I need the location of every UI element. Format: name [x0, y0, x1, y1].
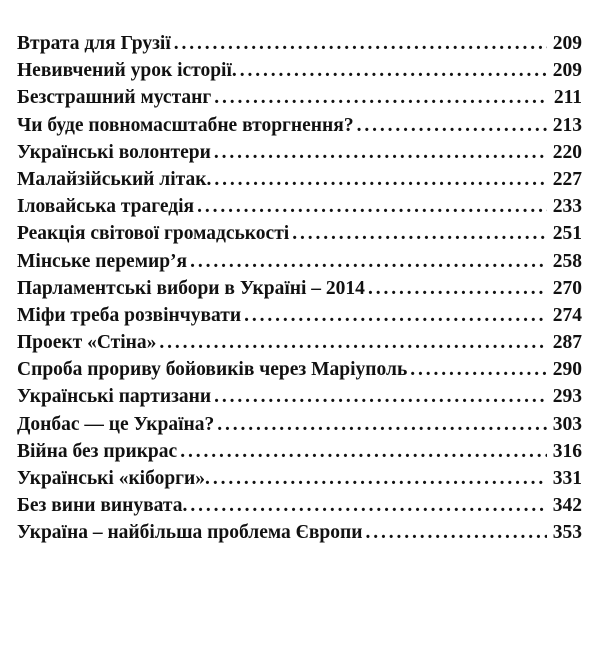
toc-entry-title: Парламентські вибори в Україні – 2014: [17, 277, 365, 299]
toc-dot-leader: [365, 519, 547, 546]
toc-dot-leader: [180, 438, 547, 465]
toc-entry-page: 209: [552, 60, 582, 82]
toc-entry: [17, 84, 582, 111]
toc-dot-leader: [410, 356, 547, 383]
toc-dot-leader: [190, 248, 547, 275]
table-of-contents: [17, 30, 582, 547]
toc-entry: [17, 329, 582, 356]
toc-dot-leader: [214, 139, 547, 166]
toc-entry-page: 331: [552, 468, 582, 489]
toc-entry: [17, 57, 582, 84]
toc-entry-page: 209: [552, 33, 582, 54]
toc-entry-page: 274: [552, 304, 582, 326]
toc-entry: [17, 383, 582, 410]
toc-entry-page: 211: [553, 87, 582, 109]
toc-entry-title: Міфи треба розвінчувати: [17, 304, 242, 326]
toc-entry-page: 293: [552, 386, 582, 408]
toc-entry-page: 270: [552, 277, 582, 299]
toc-dot-leader: [190, 492, 547, 519]
toc-dot-leader: [240, 57, 547, 84]
toc-entry-page: 258: [552, 250, 582, 272]
toc-entry-page: 342: [552, 495, 582, 517]
toc-dot-leader: [214, 166, 547, 193]
toc-dot-leader: [213, 465, 547, 492]
toc-entry-title: Чи буде повномасштабне вторгнення?: [17, 114, 354, 136]
toc-entry: [17, 166, 582, 193]
toc-entry-title: Спроба прориву бойовиків через Маріуполь: [17, 359, 408, 381]
toc-dot-leader: [214, 84, 547, 111]
toc-entry: [17, 411, 582, 438]
toc-dot-leader: [244, 302, 547, 329]
toc-entry-page: 220: [552, 141, 582, 163]
toc-entry-title: Реакція світової громадськості: [17, 223, 290, 245]
toc-entry: [17, 519, 582, 546]
toc-entry-title: Невивчений урок історії.: [17, 60, 237, 82]
toc-entry-page: 251: [552, 223, 582, 245]
toc-entry-page: 303: [552, 413, 582, 435]
toc-entry: [17, 220, 582, 247]
toc-entry-title: Війна без прикрас: [17, 440, 178, 462]
toc-entry-title: Мінське перемир’я: [17, 250, 188, 272]
toc-dot-leader: [368, 275, 547, 302]
toc-entry-page: 227: [552, 168, 582, 190]
toc-entry: [17, 139, 582, 166]
toc-entry: [17, 492, 582, 519]
toc-entry-title: Українські волонтери: [17, 141, 211, 163]
toc-entry: [17, 112, 582, 139]
toc-entry-page: 233: [552, 196, 582, 218]
toc-dot-leader: [292, 220, 547, 247]
toc-entry-page: 316: [552, 440, 582, 462]
toc-entry-page: 353: [552, 522, 582, 544]
toc-entry: [17, 302, 582, 329]
toc-entry-title: Україна – найбільша проблема Європи: [17, 522, 363, 544]
toc-entry-title: Українські партизани: [17, 386, 212, 408]
toc-dot-leader: [214, 383, 547, 410]
toc-entry-page: 290: [552, 359, 582, 381]
toc-entry-title: Іловайська трагедія: [17, 196, 195, 218]
toc-dot-leader: [174, 30, 547, 57]
toc-dot-leader: [217, 411, 547, 438]
toc-entry-title: Донбас — це Україна?: [17, 413, 215, 435]
toc-entry: [17, 30, 582, 57]
toc-entry: [17, 356, 582, 383]
toc-entry: [17, 275, 582, 302]
toc-entry-title: Малайзійський літак.: [17, 168, 212, 190]
toc-dot-leader: [197, 193, 547, 220]
toc-entry: [17, 465, 582, 492]
toc-entry-title: Втрата для Грузії: [17, 33, 171, 54]
toc-entry-page: 287: [552, 332, 582, 354]
toc-entry: [17, 193, 582, 220]
toc-dot-leader: [357, 112, 547, 139]
toc-entry-title: Безстрашний мустанг: [17, 87, 212, 109]
toc-entry-title: Українські «кіборги».: [17, 468, 210, 489]
toc-entry-title: Проект «Стіна»: [17, 332, 157, 354]
toc-entry: [17, 248, 582, 275]
toc-entry-page: 213: [552, 114, 582, 136]
toc-entry-title: Без вини винувата.: [17, 495, 188, 517]
toc-dot-leader: [159, 329, 547, 356]
toc-entry: [17, 438, 582, 465]
